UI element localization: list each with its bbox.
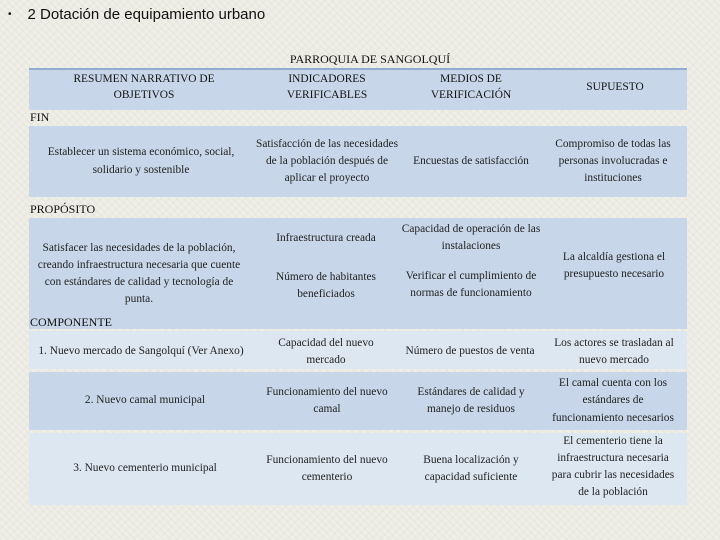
componente-3-medio: Buena localización y capacidad suficiente — [423, 453, 519, 483]
proposito-medio-1: Capacidad de operación de las instalaciones — [401, 222, 541, 252]
componente-3-supuesto: El cementerio tiene la infraestructura necesaria para cubrir las necesidades de la población — [551, 434, 675, 499]
header-medios: MEDIOS DE VERIFICACIÓN — [430, 73, 512, 101]
slide-title — [8, 6, 265, 23]
componente-2-indicador: Funcionamiento del nuevo camal — [266, 385, 388, 415]
componente-1-medio: Número de puestos de venta — [405, 345, 535, 358]
proposito-indicador-2: Número de habitantes beneficiados — [276, 270, 376, 300]
fin-indicador: Satisfacción de las necesidades de la población después de aplicar el proyecto — [256, 137, 399, 185]
fin-supuesto: Compromiso de todas las personas involucradas e instituciones — [555, 137, 671, 185]
fin-resumen: Establecer un sistema económico, social, solidario y sostenible — [47, 146, 235, 176]
fin-medio: Encuestas de satisfacción — [413, 154, 529, 167]
header-resumen: RESUMEN NARRATIVO DE OBJETIVOS — [73, 73, 215, 101]
proposito-resumen: Satisfacer las necesidades de la población, creando infraestructura necesaria que cuente con estándares de calidad y tecnología de punta. — [37, 241, 241, 306]
header-indicadores: INDICADORES VERIFICABLES — [286, 73, 368, 101]
componente-3-resumen: 3. Nuevo cementerio municipal — [73, 462, 217, 475]
componente-3-indicador: Funcionamiento del nuevo cementerio — [266, 453, 388, 483]
componente-1-supuesto: Los actores se trasladan al nuevo mercado — [554, 336, 674, 366]
componente-1-resumen: 1. Nuevo mercado de Sangolquí (Ver Anexo) — [38, 345, 244, 358]
componente-2-medio: Estándares de calidad y manejo de residuos — [417, 385, 525, 415]
proposito-indicador-1: Infraestructura creada — [276, 232, 376, 245]
section-fin: FIN — [30, 110, 50, 124]
componente-1-indicador: Capacidad del nuevo mercado — [278, 336, 374, 366]
slide-title-text: 2 Dotación de equipamiento urbano — [27, 6, 266, 23]
header-supuesto: SUPUESTO — [586, 81, 644, 94]
section-componente: COMPONENTE — [30, 315, 113, 329]
section-proposito: PROPÓSITO — [30, 202, 96, 216]
componente-2-supuesto: El camal cuenta con los estándares de funcionamiento necesarios — [552, 377, 674, 424]
componente-2-resumen: 2. Nuevo camal municipal — [84, 394, 206, 407]
proposito-medio-2: Verificar el cumplimiento de normas de funcionamiento — [405, 269, 537, 299]
proposito-supuesto: La alcaldía gestiona el presupuesto necesario — [562, 250, 666, 280]
bullet-icon: • — [8, 9, 12, 20]
table-caption: PARROQUIA DE SANGOLQUÍ — [289, 52, 451, 66]
